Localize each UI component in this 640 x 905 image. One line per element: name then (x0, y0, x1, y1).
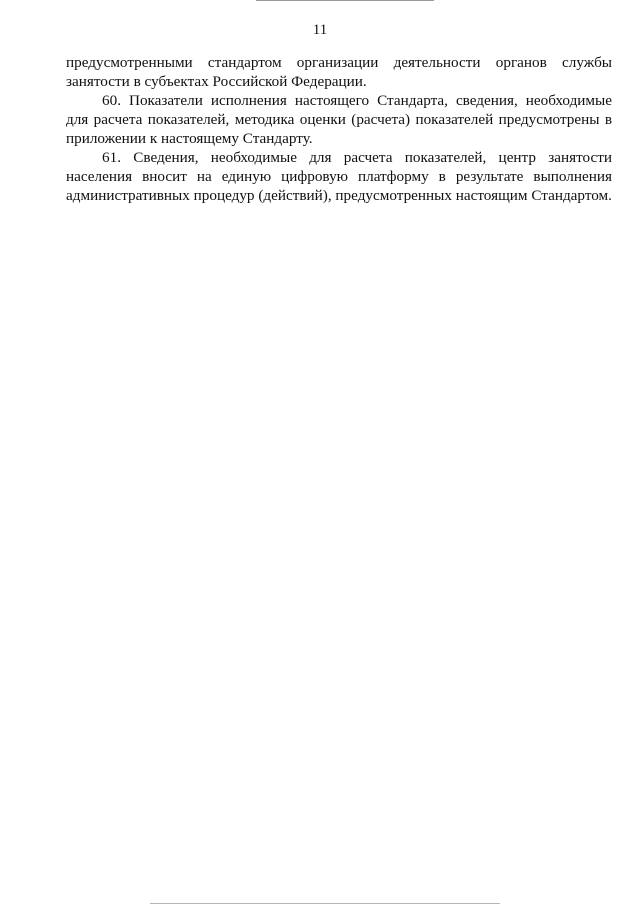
paragraph-60: 60. Показатели исполнения настоящего Стандарта, сведения, необходимые для расчета показателей, методика оценки (расчета) показателей предусмотрены в приложении к настоящему Стандарту. (66, 92, 612, 147)
paragraph-continuation: предусмотренными стандартом организации деятельности органов службы занятости в субъектах Российской Федерации. (66, 54, 612, 90)
scan-edge-bottom (150, 903, 500, 904)
paragraph-61: 61. Сведения, необходимые для расчета показателей, центр занятости населения вносит на единую цифровую платформу в результате выполнения административных процедур (действий), предусмотренных настоящим Стандартом. (66, 149, 612, 204)
document-body (66, 53, 612, 205)
scan-edge-top (256, 0, 434, 1)
page-number: 11 (312, 22, 328, 38)
